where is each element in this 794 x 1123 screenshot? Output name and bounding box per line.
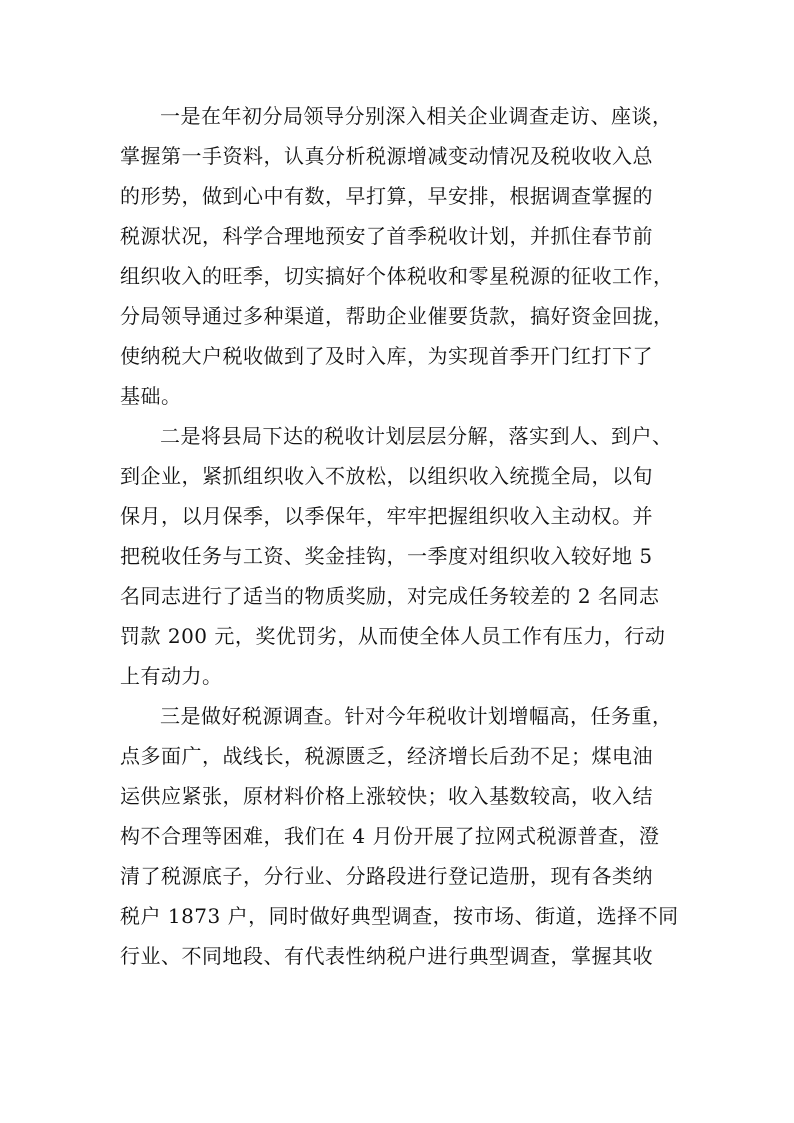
text-line: 上有动力。 bbox=[120, 664, 223, 688]
text-line: 行业、不同地段、有代表性纳税户进行典型调查，掌握其收 bbox=[120, 944, 653, 968]
text-line: 基础。 bbox=[120, 384, 182, 408]
text-line: 税源状况，科学合理地预安了首季税收计划，并抓住春节前 bbox=[120, 224, 653, 248]
text-line: 保月，以月保季，以季保年，牢牢把握组织收入主动权。并 bbox=[120, 504, 653, 528]
document-body bbox=[120, 96, 690, 976]
paragraph-2 bbox=[120, 416, 690, 696]
text-line: 掌握第一手资料，认真分析税源增减变动情况及税收收入总 bbox=[120, 144, 653, 168]
text-line: 组织收入的旺季，切实搞好个体税收和零星税源的征收工作， bbox=[120, 264, 674, 288]
text-line: 的形势，做到心中有数，早打算，早安排，根据调查掌握的 bbox=[120, 184, 653, 208]
text-line: 一是在年初分局领导分别深入相关企业调查走访、座谈， bbox=[160, 104, 673, 128]
text-line: 把税收任务与工资、奖金挂钩，一季度对组织收入较好地 5 bbox=[120, 544, 653, 568]
text-line: 构不合理等困难，我们在 4 月份开展了拉网式税源普查，澄 bbox=[120, 824, 660, 848]
text-line: 使纳税大户税收做到了及时入库，为实现首季开门红打下了 bbox=[120, 344, 653, 368]
text-line: 点多面广，战线长，税源匮乏，经济增长后劲不足；煤电油 bbox=[120, 744, 653, 768]
paragraph-3 bbox=[120, 696, 690, 976]
text-line: 二是将县局下达的税收计划层层分解，落实到人、到户、 bbox=[160, 424, 673, 448]
text-line: 三是做好税源调查。针对今年税收计划增幅高，任务重， bbox=[160, 704, 673, 728]
paragraph-1 bbox=[120, 96, 690, 416]
text-line: 税户 1873 户，同时做好典型调查，按市场、街道，选择不同 bbox=[120, 904, 679, 928]
text-line: 罚款 200 元，奖优罚劣，从而使全体人员工作有压力，行动 bbox=[120, 624, 666, 648]
text-line: 到企业，紧抓组织收入不放松，以组织收入统揽全局，以旬 bbox=[120, 464, 653, 488]
text-line: 分局领导通过多种渠道，帮助企业催要货款，搞好资金回拢， bbox=[120, 304, 674, 328]
text-line: 清了税源底子，分行业、分路段进行登记造册，现有各类纳 bbox=[120, 864, 653, 888]
text-line: 名同志进行了适当的物质奖励，对完成任务较差的 2 名同志 bbox=[120, 584, 660, 608]
text-line: 运供应紧张，原材料价格上涨较快；收入基数较高，收入结 bbox=[120, 784, 653, 808]
